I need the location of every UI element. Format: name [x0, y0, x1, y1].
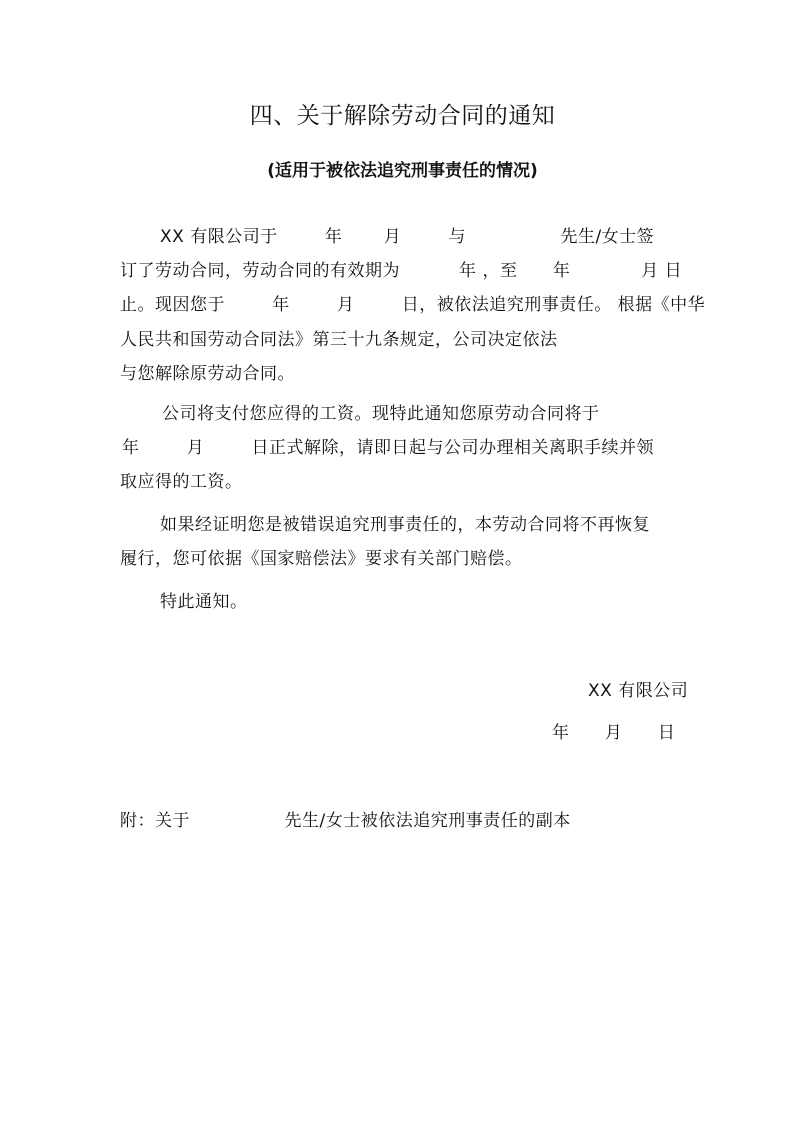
signature-date: 年 月 日: [552, 723, 676, 743]
paragraph-line: XX 有限公司于 年 月 与 先生/女士签: [160, 227, 655, 247]
document-title: 四、关于解除劳动合同的通知: [249, 103, 556, 129]
closing-text: 特此通知。: [160, 592, 248, 612]
paragraph-line: 止。现因您于 年 月 日，被依法追究刑事责任。 根据《中华: [120, 295, 706, 315]
paragraph-line: 公司将支付您应得的工资。现特此通知您原劳动合同将于: [162, 404, 600, 424]
signature-company: XX 有限公司: [588, 681, 689, 701]
paragraph-line: 人民共和国劳动合同法》第三十九条规定，公司决定依法: [120, 330, 558, 350]
attachment-note: 附：关于 先生/女士被依法追究刑事责任的副本: [120, 811, 571, 831]
paragraph-line: 取应得的工资。: [120, 472, 243, 492]
paragraph-line: 年 月 日正式解除，请即日起与公司办理相关离职手续并领: [122, 438, 654, 458]
paragraph-line: 订了劳动合同，劳动合同的有效期为 年 ，至 年 月 日: [120, 261, 683, 281]
paragraph-line: 履行，您可依据《国家赔偿法》要求有关部门赔偿。: [120, 549, 523, 569]
paragraph-line: 与您解除原劳动合同。: [120, 364, 295, 384]
document-subtitle: (适用于被依法追究刑事责任的情况): [267, 161, 538, 181]
paragraph-line: 如果经证明您是被错误追究刑事责任的，本劳动合同将不再恢复: [160, 515, 650, 535]
